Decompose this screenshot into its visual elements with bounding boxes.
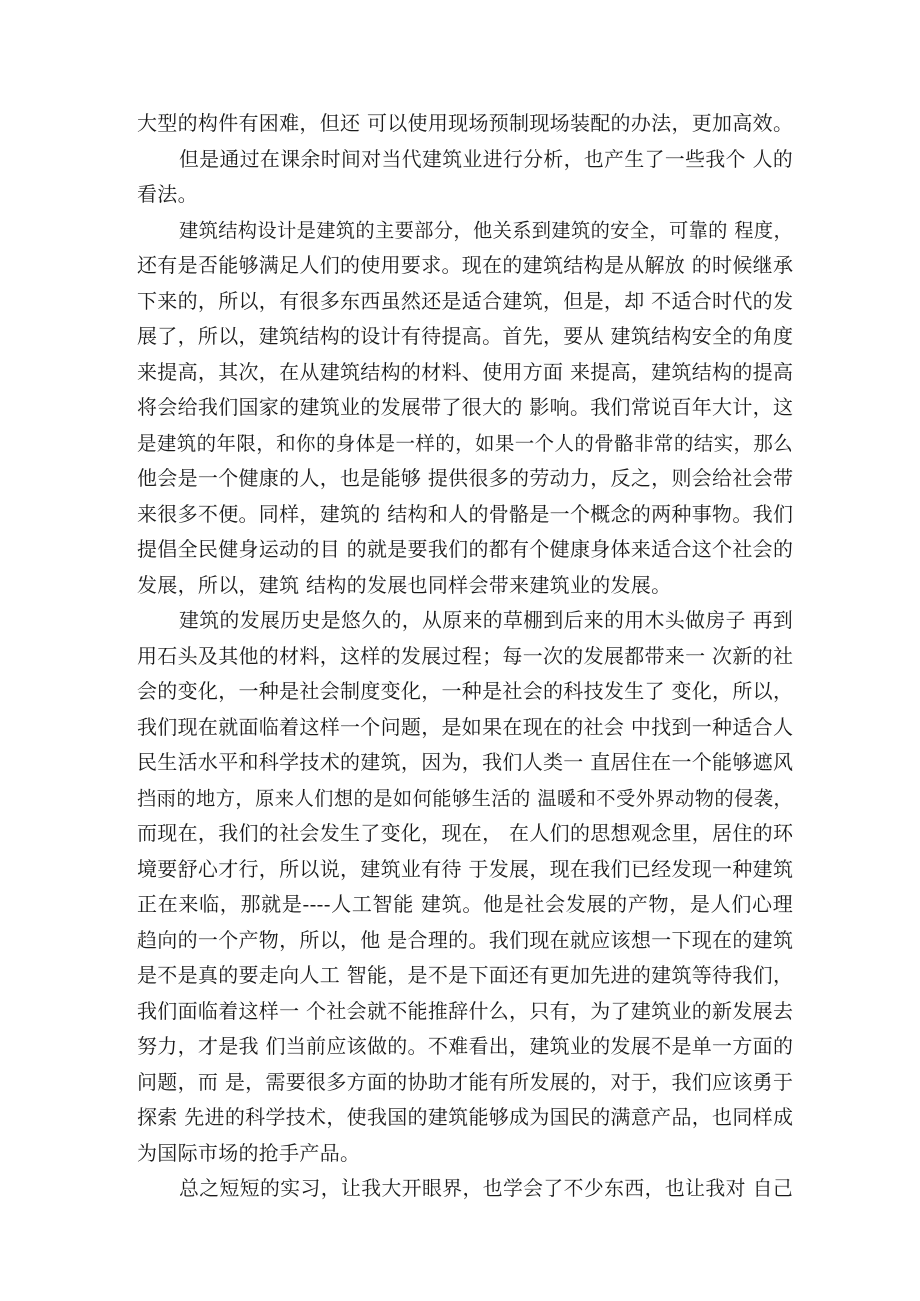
text-line: 他会是一个健康的人，也是能够 提供很多的劳动力，反之，则会给社会带 bbox=[137, 466, 794, 490]
text-line: 来很多不便。同样，建筑的 结构和人的骨骼是一个概念的两种事物。我们 bbox=[137, 501, 794, 526]
text-line: 民生活水平和科学技术的建筑，因为，我们人类一 直居住在一个能够遮风 bbox=[137, 750, 794, 774]
text-line: 建筑的发展历史是悠久的，从原来的草棚到后来的用木头做房子 再到 bbox=[179, 609, 793, 632]
text-line: 下来的，所以，有很多东西虽然还是适合建筑，但是，却 不适合时代的发 bbox=[137, 288, 794, 313]
text-line: 挡雨的地方，原来人们想的是如何能够生活的 温暖和不受外界动物的侵袭， bbox=[137, 786, 793, 810]
text-line: 努力，才是我 们当前应该做的。不难看出，建筑业的发展不是单一方面的 bbox=[137, 1034, 794, 1058]
text-line: 将会给我们国家的建筑业的发展带了很大的 影响。我们常说百年大计，这 bbox=[137, 395, 794, 419]
text-line: 展了，所以，建筑结构的设计有待提高。首先，要从 建筑结构安全的角度 bbox=[137, 324, 794, 348]
text-line: 是建筑的年限，和你的身体是一样的，如果一个人的骨骼非常的结实，那么 bbox=[137, 431, 793, 455]
text-line: 我们现在就面临着这样一个问题，是如果在现在的社会 中找到一种适合人 bbox=[137, 714, 794, 739]
text-line: 提倡全民健身运动的目 的就是要我们的都有个健康身体来适合这个社会的 bbox=[137, 537, 794, 561]
text-line: 问题，而 是，需要很多方面的协助才能有所发展的，对于，我们应该勇于 bbox=[137, 1069, 794, 1094]
text-line: 趋向的一个产物，所以，他 是合理的。我们现在就应该想一下现在的建筑 bbox=[137, 927, 794, 952]
text-line: 探索 先进的科学技术，使我国的建筑能够成为国民的满意产品，也同样成 bbox=[137, 1105, 794, 1129]
text-line: 发展，所以，建筑 结构的发展也同样会带来建筑业的发展。 bbox=[137, 572, 672, 597]
text-line: 还有是否能够满足人们的使用要求。现在的建筑结构是从解放 的时候继承 bbox=[137, 253, 794, 277]
text-line: 用石头及其他的材料，这样的发展过程；每一次的发展都带来一 次新的社 bbox=[137, 643, 794, 668]
text-line: 总之短短的实习，让我大开眼界，也学会了不少东西，也让我对 自己 bbox=[179, 1177, 793, 1200]
text-line: 而现在，我们的社会发生了变化，现在， 在人们的思想观念里，居住的环 bbox=[137, 821, 794, 845]
text-line: 正在来临，那就是----人工智能 建筑。他是社会发展的产物，是人们心理 bbox=[137, 892, 793, 916]
text-line: 看法。 bbox=[137, 182, 198, 206]
text-line: 境要舒心才行，所以说，建筑业有待 于发展，现在我们已经发现一种建筑 bbox=[137, 856, 794, 881]
text-line: 是不是真的要走向人工 智能，是不是下面还有更加先进的建筑等待我们， bbox=[137, 963, 794, 987]
text-line: 建筑结构设计是建筑的主要部分，他关系到建筑的安全，可靠的 程度， bbox=[179, 218, 793, 242]
text-line: 大型的构件有困难，但还 可以使用现场预制现场装配的办法，更加高效。 bbox=[137, 111, 794, 135]
text-line: 我们面临着这样一 个社会就不能推辞什么，只有，为了建筑业的新发展去 bbox=[137, 998, 794, 1023]
body-text bbox=[137, 106, 793, 1207]
text-line: 但是通过在课余时间对当代建筑业进行分析，也产生了一些我个 人的 bbox=[179, 147, 793, 171]
text-line: 会的变化，一种是社会制度变化，一种是社会的科技发生了 变化，所以， bbox=[137, 679, 794, 703]
text-line: 为国际市场的抢手产品。 bbox=[137, 1140, 361, 1165]
text-line: 来提高，其次，在从建筑结构的材料、使用方面 来提高，建筑结构的提高 bbox=[137, 359, 794, 384]
